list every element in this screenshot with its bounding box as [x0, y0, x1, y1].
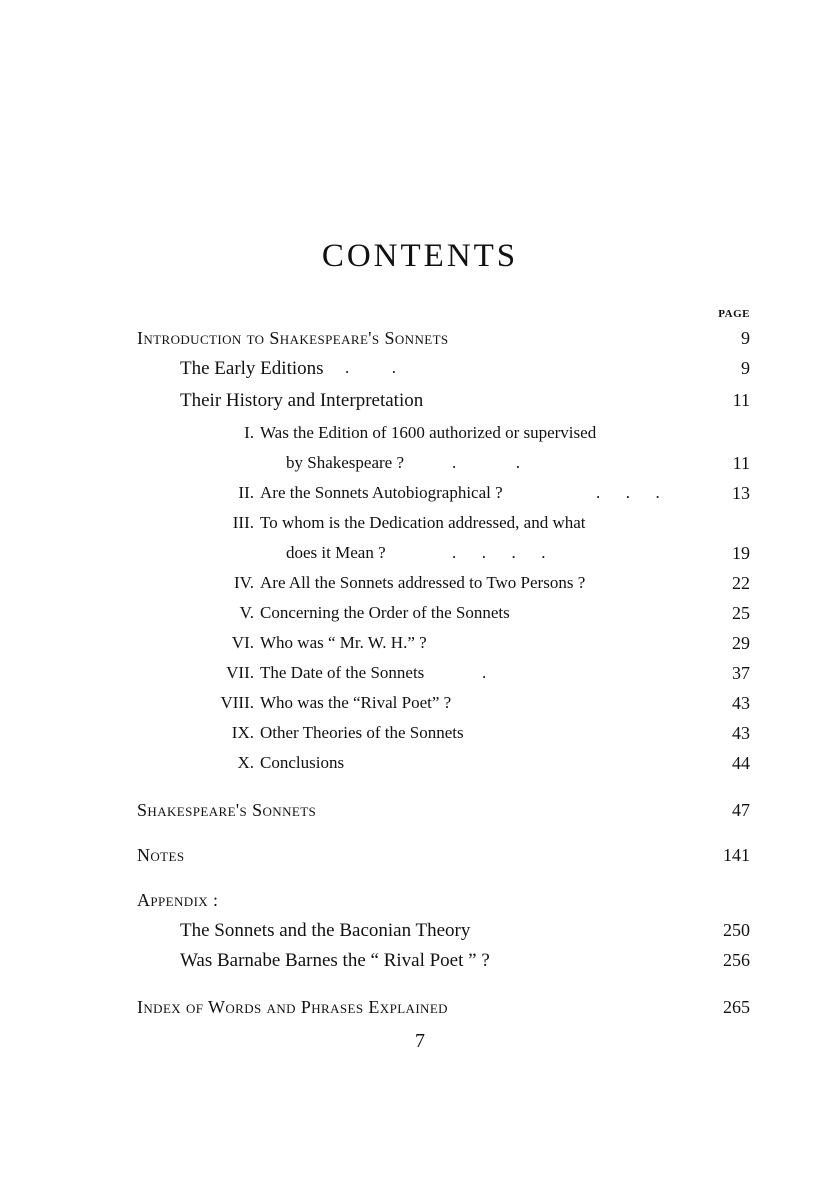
toc-question-label: To whom is the Dedication addressed, and what	[260, 513, 586, 532]
toc-question-label: Conclusions	[260, 753, 345, 772]
toc-question-label: Are All the Sonnets addressed to Two Persons ?	[260, 573, 586, 592]
toc-question-label: Who was “ Mr. W. H.” ?	[260, 633, 427, 652]
toc-question-7	[0, 663, 840, 689]
toc-question-10	[0, 753, 840, 779]
toc-entry-early-editions	[0, 358, 840, 384]
toc-entry-history	[0, 390, 840, 416]
toc-question-number: VIII.	[220, 693, 254, 712]
toc-appendix-item-2	[0, 950, 840, 976]
toc-entry-page: 25	[732, 603, 750, 623]
toc-leader-dots: . . .	[596, 483, 660, 502]
toc-question-label: Are the Sonnets Autobiographical ?	[260, 483, 503, 502]
toc-question-5	[0, 603, 840, 629]
toc-entry-page: 265	[723, 997, 750, 1017]
toc-entry-page: 256	[723, 950, 750, 970]
toc-leader-dots: . . . .	[452, 543, 546, 562]
toc-question-3	[0, 513, 840, 539]
toc-entry-page: 11	[732, 453, 750, 473]
toc-question-label: The Date of the Sonnets	[260, 663, 425, 682]
toc-question-number: VII.	[226, 663, 254, 682]
toc-entry-label: Introduction to Shakespeare's Sonnets	[137, 328, 449, 348]
toc-question-number: V.	[239, 603, 254, 622]
page-number: 7	[415, 1030, 425, 1052]
toc-question-label: Other Theories of the Sonnets	[260, 723, 464, 742]
toc-question-continuation: by Shakespeare ?	[286, 453, 405, 472]
toc-entry-page: 22	[732, 573, 750, 593]
toc-question-8	[0, 693, 840, 719]
toc-question-6	[0, 633, 840, 659]
toc-question-number: VI.	[231, 633, 254, 652]
toc-entry-page: 43	[732, 723, 750, 743]
toc-entry-page: 19	[732, 543, 750, 563]
page-column-header: PAGE	[718, 308, 750, 320]
toc-entry-label: The Sonnets and the Baconian Theory	[180, 920, 471, 941]
toc-question-label: Who was the “Rival Poet” ?	[260, 693, 452, 712]
toc-question-1	[0, 423, 840, 449]
toc-entry-appendix	[0, 890, 840, 916]
toc-question-label: Was the Edition of 1600 authorized or supervised	[260, 423, 597, 442]
page-title: CONTENTS	[321, 238, 519, 274]
toc-entry-notes	[0, 845, 840, 871]
toc-question-number: IX.	[231, 723, 254, 742]
toc-entry-label: Notes	[137, 845, 185, 865]
toc-appendix-item-1	[0, 920, 840, 946]
toc-entry-label: Their History and Interpretation	[180, 390, 424, 411]
toc-entry-sonnets	[0, 800, 840, 826]
toc-question-label: Concerning the Order of the Sonnets	[260, 603, 510, 622]
toc-question-9	[0, 723, 840, 749]
toc-question-3-cont	[0, 543, 840, 569]
toc-entry-label: Index of Words and Phrases Explained	[137, 997, 448, 1017]
toc-entry-label: Shakespeare's Sonnets	[137, 800, 317, 820]
toc-entry-introduction	[0, 328, 840, 354]
toc-entry-page: 44	[732, 753, 750, 773]
toc-question-2	[0, 483, 840, 509]
toc-entry-label: Appendix :	[137, 890, 219, 910]
toc-question-continuation: does it Mean ?	[286, 543, 386, 562]
toc-entry-page: 47	[732, 800, 750, 820]
toc-leader-dots: .	[482, 663, 487, 682]
toc-entry-page: 11	[732, 390, 750, 410]
toc-leader-dots: . .	[452, 453, 520, 472]
toc-question-number: II.	[238, 483, 254, 502]
toc-entry-index	[0, 997, 840, 1023]
toc-leader-dots: . .	[345, 358, 396, 377]
toc-question-number: X.	[237, 753, 254, 772]
toc-question-number: III.	[232, 513, 254, 532]
toc-entry-page: 141	[723, 845, 750, 865]
toc-question-4	[0, 573, 840, 599]
toc-entry-page: 9	[741, 328, 750, 348]
toc-question-1-cont	[0, 453, 840, 479]
toc-entry-page: 37	[732, 663, 750, 683]
toc-entry-page: 250	[723, 920, 750, 940]
toc-entry-label: Was Barnabe Barnes the “ Rival Poet ” ?	[180, 950, 490, 971]
toc-entry-label: The Early Editions	[180, 358, 324, 379]
toc-question-number: IV.	[234, 573, 254, 592]
toc-question-number: I.	[244, 423, 254, 442]
toc-entry-page: 9	[741, 358, 750, 378]
toc-entry-page: 43	[732, 693, 750, 713]
toc-entry-page: 13	[732, 483, 750, 503]
toc-entry-page: 29	[732, 633, 750, 653]
